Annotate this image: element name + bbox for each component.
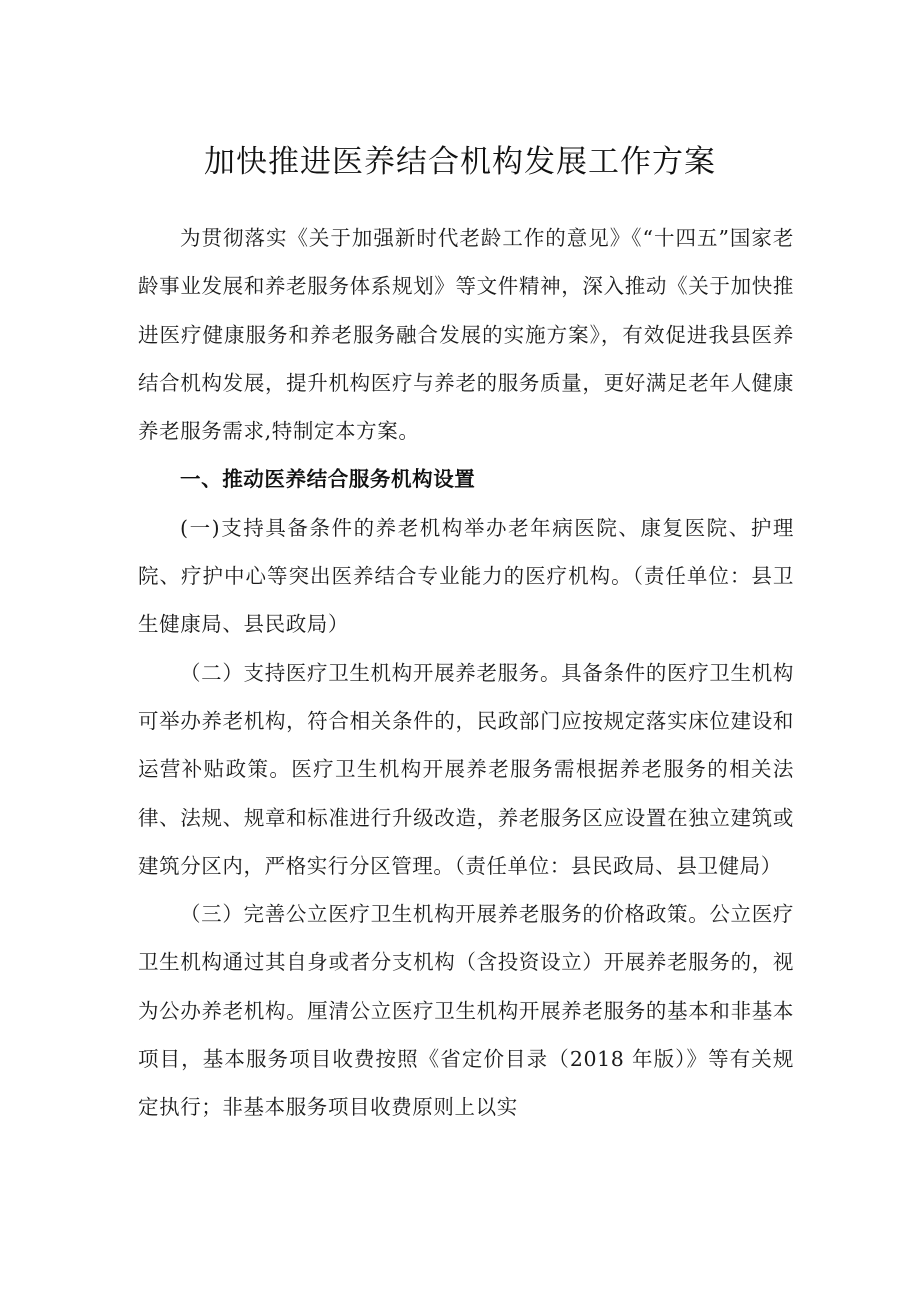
document-body [138,214,794,1132]
document-title: 加快推进医养结合机构发展工作方案 [204,144,716,180]
section-1-item-2: （二）支持医疗卫生机构开展养老服务。具备条件的医疗卫生机构可举办养老机构，符合相关条件的，民政部门应按规定落实床位建设和运营补贴政策。医疗卫生机构开展养老服务需根据养老服务的相关法律、法规、规章和标准进行升级改造，养老服务区应设置在独立建筑或建筑分区内，严格实行分区管理。（责任单位：县民政局、县卫健局） [138,660,794,878]
section-heading-1: 一、推动医养结合服务机构设置 [180,467,476,492]
section-1-item-1: (一)支持具备条件的养老机构举办老年病医院、康复医院、护理院、疗护中心等突出医养结合专业能力的医疗机构。（责任单位：县卫生健康局、县民政局） [138,515,794,637]
intro-paragraph: 为贯彻落实《关于加强新时代老龄工作的意见》《“十四五”国家老龄事业发展和养老服务体系规划》等文件精神，深入推动《关于加快推进医疗健康服务和养老服务融合发展的实施方案》，有效促进我县医养结合机构发展，提升机构医疗与养老的服务质量，更好满足老年人健康养老服务需求,特制定本方案。 [138,226,794,444]
section-1-item-3: （三）完善公立医疗卫生机构开展养老服务的价格政策。公立医疗卫生机构通过其自身或者分支机构（含投资设立）开展养老服务的，视为公办养老机构。厘清公立医疗卫生机构开展养老服务的基本和非基本项目，基本服务项目收费按照《省定价目录（2018 年版）》等有关规定执行；非基本服务项目收费原则上以实 [138,902,794,1120]
